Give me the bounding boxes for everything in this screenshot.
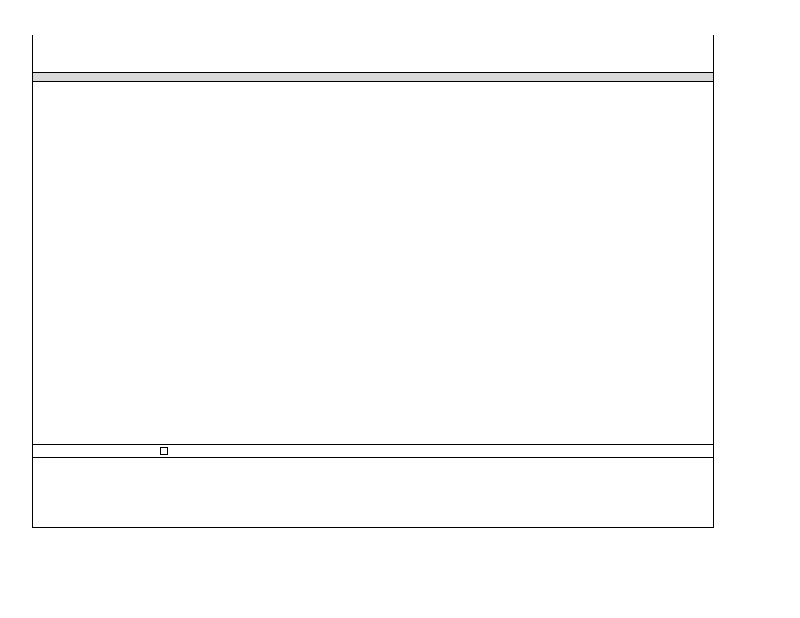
divider	[33, 81, 713, 82]
thinking-checklist	[32, 444, 714, 528]
band-title	[33, 72, 713, 81]
checklist-header	[33, 445, 713, 458]
checkbox[interactable]	[160, 447, 168, 455]
